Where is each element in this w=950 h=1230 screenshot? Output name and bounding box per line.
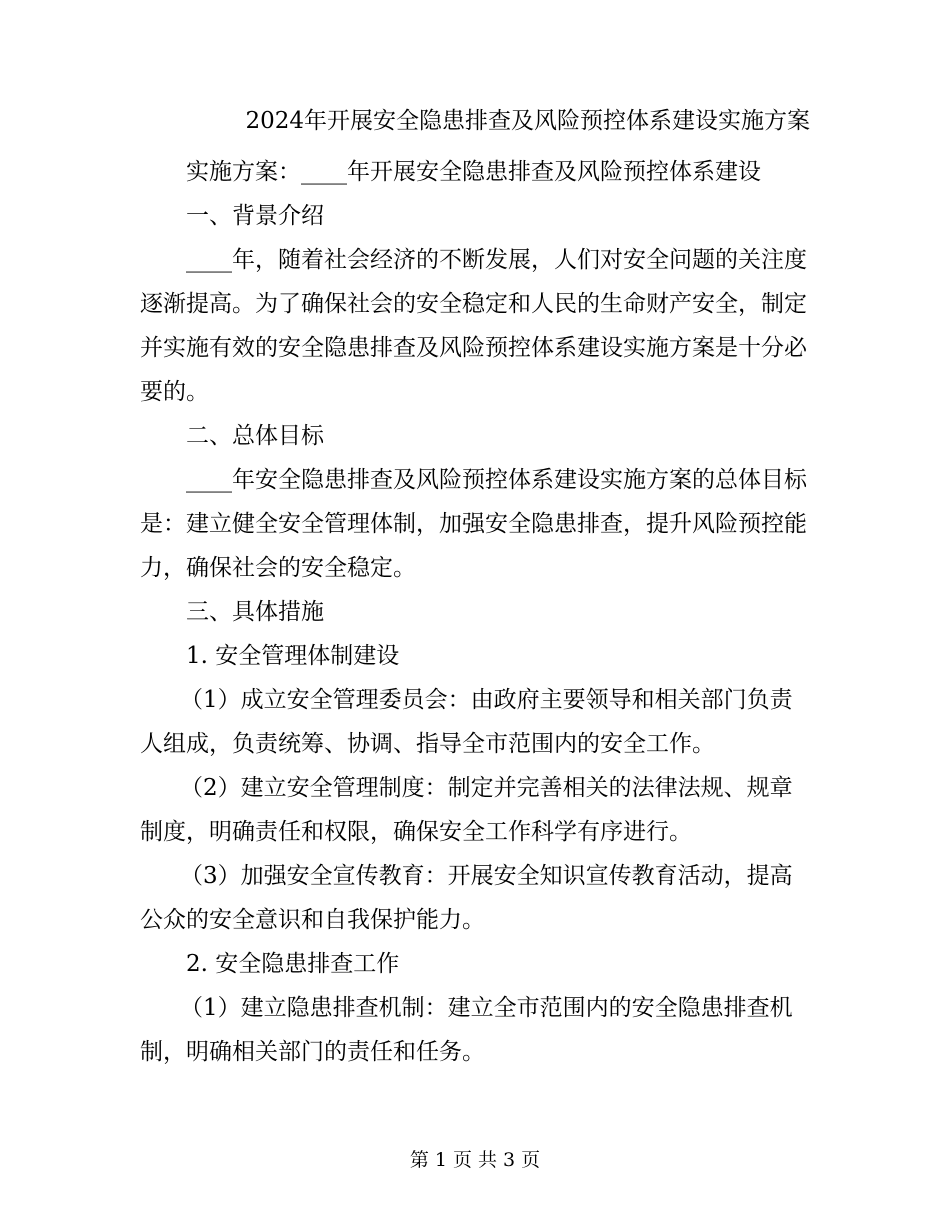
- document-body: [140, 150, 808, 1074]
- subsection-heading-management-system: 1. 安全管理体制建设: [186, 643, 400, 669]
- section-heading-goals: 二、总体目标: [186, 423, 324, 449]
- plan-subtitle-paragraph: 实施方案：____年开展安全隐患排查及风险预控体系建设: [186, 159, 761, 185]
- section-heading-background: 一、背景介绍: [186, 203, 324, 229]
- document-title: 2024年开展安全隐患排查及风险预控体系建设实施方案: [245, 108, 810, 134]
- page-number-footer: 第 1 页 共 3 页: [409, 1149, 541, 1171]
- goals-paragraph: ____年安全隐患排查及风险预控体系建设实施方案的总体目标是：建立健全安全管理体制，加强安全隐患排查，提升风险预控能力，确保社会的安全稳定。: [140, 467, 807, 581]
- section-heading-measures: 三、具体措施: [186, 599, 324, 625]
- measure-item-inspection-mechanism: （1）建立隐患排查机制：建立全市范围内的安全隐患排查机制，明确相关部门的责任和任务。: [140, 995, 793, 1065]
- subsection-heading-hazard-inspection: 2. 安全隐患排查工作: [186, 951, 400, 977]
- background-paragraph: ____年，随着社会经济的不断发展，人们对安全问题的关注度逐渐提高。为了确保社会的安全稳定和人民的生命财产安全，制定并实施有效的安全隐患排查及风险预控体系建设实施方案是十分必要的。: [140, 247, 807, 405]
- measure-item-regulations: （2）建立安全管理制度：制定并完善相关的法律法规、规章制度，明确责任和权限，确保安全工作科学有序进行。: [140, 775, 793, 845]
- measure-item-committee: （1）成立安全管理委员会：由政府主要领导和相关部门负责人组成，负责统筹、协调、指导全市范围内的安全工作。: [140, 687, 793, 757]
- measure-item-education: （3）加强安全宣传教育：开展安全知识宣传教育活动，提高公众的安全意识和自我保护能力。: [140, 863, 793, 933]
